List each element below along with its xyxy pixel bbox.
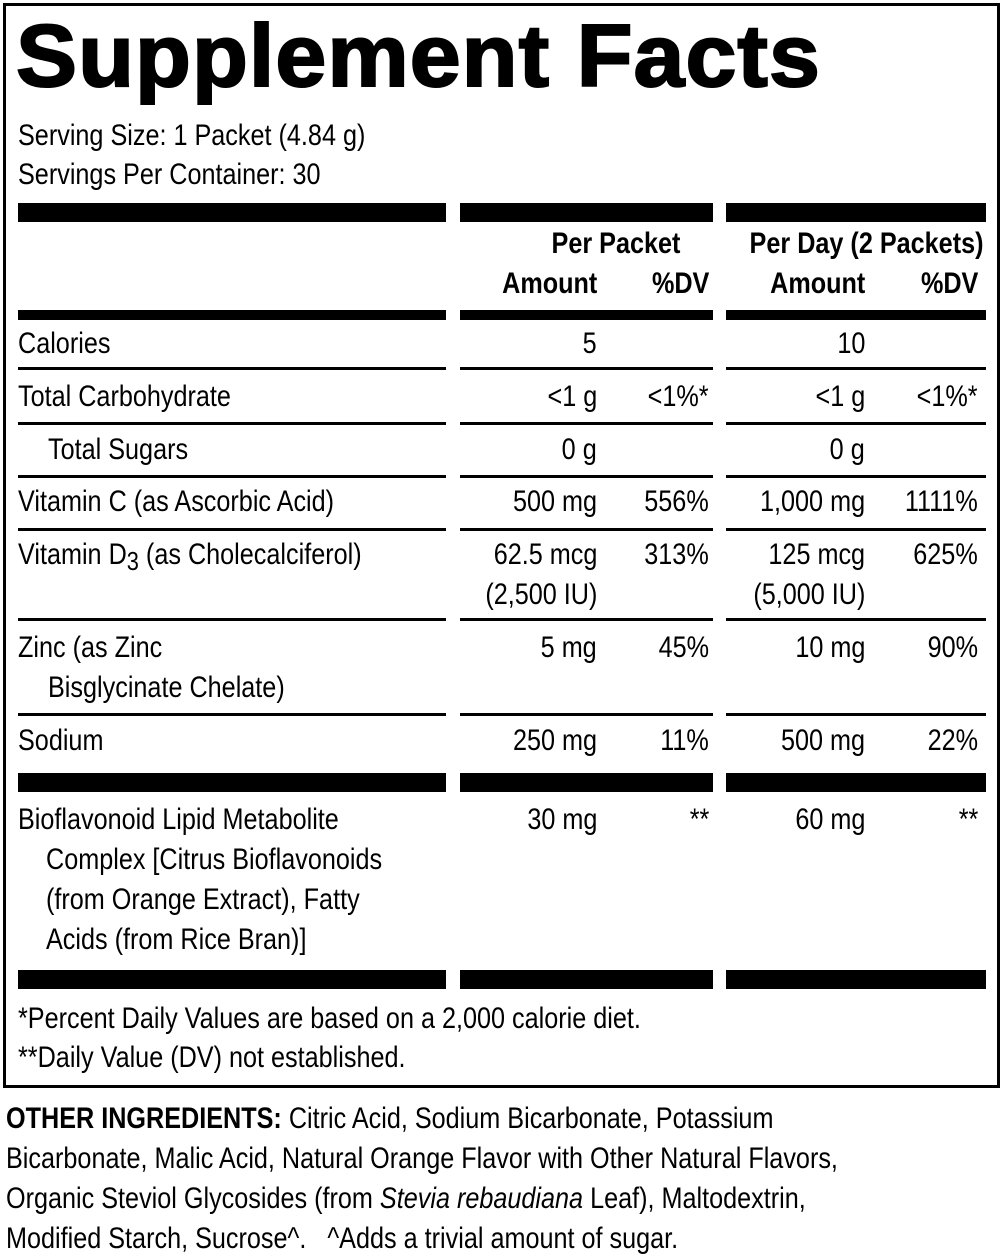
nutrient-name: Sodium xyxy=(18,724,104,757)
row-rule xyxy=(18,475,446,478)
divider-bar xyxy=(18,203,446,222)
divider-bar xyxy=(18,970,446,989)
nutrient-name: Vitamin C (as Ascorbic Acid) xyxy=(18,485,335,518)
packet-amount: 5 mg xyxy=(540,631,597,664)
col-header-day-dv: %DV xyxy=(920,267,978,300)
divider-bar xyxy=(726,773,986,792)
packet-amount: 250 mg xyxy=(512,724,597,757)
packet-dv: 313% xyxy=(644,538,709,571)
col-header-packet-amount: Amount xyxy=(501,267,597,300)
nutrient-name: Bioflavonoid Lipid Metabolite xyxy=(18,803,339,836)
row-rule xyxy=(18,713,446,716)
row-rule xyxy=(726,618,986,621)
row-rule xyxy=(726,475,986,478)
other-ingredients-heading: OTHER INGREDIENTS: xyxy=(6,1102,282,1135)
serving-size: Serving Size: 1 Packet (4.84 g) xyxy=(18,119,366,152)
day-dv: <1%* xyxy=(917,380,978,413)
other-ingredients-line4: Modified Starch, Sucrose^. ^Adds a trivial amount of sugar. xyxy=(6,1222,679,1255)
row-rule xyxy=(460,422,713,425)
other-ingredients-line3: Organic Steviol Glycosides (from Stevia rebaudiana Leaf), Maltodextrin, xyxy=(6,1182,806,1215)
day-amount: 10 mg xyxy=(794,631,865,664)
botanical-name: Stevia rebaudiana xyxy=(379,1182,584,1215)
other-ingredients-line1: OTHER INGREDIENTS: Citric Acid, Sodium Bicarbonate, Potassium xyxy=(6,1102,774,1135)
day-amount: 10 xyxy=(836,327,865,360)
footnote-dv-not-established: **Daily Value (DV) not established. xyxy=(18,1041,406,1074)
row-rule xyxy=(726,528,986,531)
packet-dv: 45% xyxy=(658,631,709,664)
divider-bar xyxy=(18,773,446,792)
day-amount: 1,000 mg xyxy=(759,485,865,518)
row-rule xyxy=(726,422,986,425)
row-rule xyxy=(460,713,713,716)
nutrient-name: Total Carbohydrate xyxy=(18,380,231,413)
row-rule xyxy=(18,618,446,621)
packet-amount: 5 xyxy=(582,327,597,360)
row-rule xyxy=(726,713,986,716)
packet-dv: 556% xyxy=(644,485,709,518)
packet-amount: 500 mg xyxy=(512,485,597,518)
day-dv: ** xyxy=(958,803,978,836)
packet-amount-iu: (2,500 IU) xyxy=(484,578,597,611)
footnote-dv-basis: *Percent Daily Values are based on a 2,000 calorie diet. xyxy=(18,1002,641,1035)
nutrient-name: Calories xyxy=(18,327,111,360)
day-amount-iu: (5,000 IU) xyxy=(752,578,865,611)
nutrient-name: Zinc (as Zinc xyxy=(18,631,163,664)
row-rule xyxy=(726,367,986,370)
packet-dv: 11% xyxy=(660,724,709,757)
day-amount: 0 g xyxy=(829,433,865,466)
header-divider xyxy=(460,310,713,320)
header-divider xyxy=(18,310,446,320)
nutrient-name-line2: Bisglycinate Chelate) xyxy=(48,671,285,704)
row-rule xyxy=(460,475,713,478)
day-dv: 90% xyxy=(927,631,978,664)
panel-title: Supplement Facts xyxy=(16,6,821,105)
packet-dv: <1%* xyxy=(648,380,709,413)
packet-dv: ** xyxy=(689,803,709,836)
nutrient-name-line4: Acids (from Rice Bran)] xyxy=(46,923,307,956)
row-rule xyxy=(460,528,713,531)
col-header-per-day: Per Day (2 Packets) xyxy=(749,227,983,260)
day-amount: 60 mg xyxy=(794,803,865,836)
nutrient-name: Total Sugars xyxy=(48,433,189,466)
packet-amount: <1 g xyxy=(547,380,597,413)
header-divider xyxy=(726,310,986,320)
divider-bar xyxy=(726,203,986,222)
nutrient-name-line3: (from Orange Extract), Fatty xyxy=(46,883,360,916)
other-ingredients-line2: Bicarbonate, Malic Acid, Natural Orange Flavor with Other Natural Flavors, xyxy=(6,1142,838,1175)
divider-bar xyxy=(460,203,713,222)
divider-bar xyxy=(460,773,713,792)
col-header-per-packet: Per Packet xyxy=(551,227,680,260)
day-amount: <1 g xyxy=(815,380,865,413)
packet-amount: 62.5 mcg xyxy=(493,538,597,571)
nutrient-name-line2: Complex [Citrus Bioflavonoids xyxy=(46,843,383,876)
row-rule xyxy=(18,367,446,370)
day-dv: 1111% xyxy=(905,485,978,518)
day-dv: 22% xyxy=(927,724,978,757)
day-amount: 500 mg xyxy=(780,724,865,757)
packet-amount: 30 mg xyxy=(526,803,597,836)
col-header-day-amount: Amount xyxy=(769,267,865,300)
day-dv: 625% xyxy=(913,538,978,571)
col-header-packet-dv: %DV xyxy=(651,267,709,300)
servings-per-container: Servings Per Container: 30 xyxy=(18,158,321,191)
row-rule xyxy=(18,528,446,531)
row-rule xyxy=(460,618,713,621)
nutrient-name: Vitamin $D_3$ (as Cholecalciferol) xyxy=(18,538,362,576)
packet-amount: 0 g xyxy=(561,433,597,466)
day-amount: 125 mcg xyxy=(768,538,865,571)
row-rule xyxy=(18,422,446,425)
row-rule xyxy=(460,367,713,370)
divider-bar xyxy=(726,970,986,989)
divider-bar xyxy=(460,970,713,989)
